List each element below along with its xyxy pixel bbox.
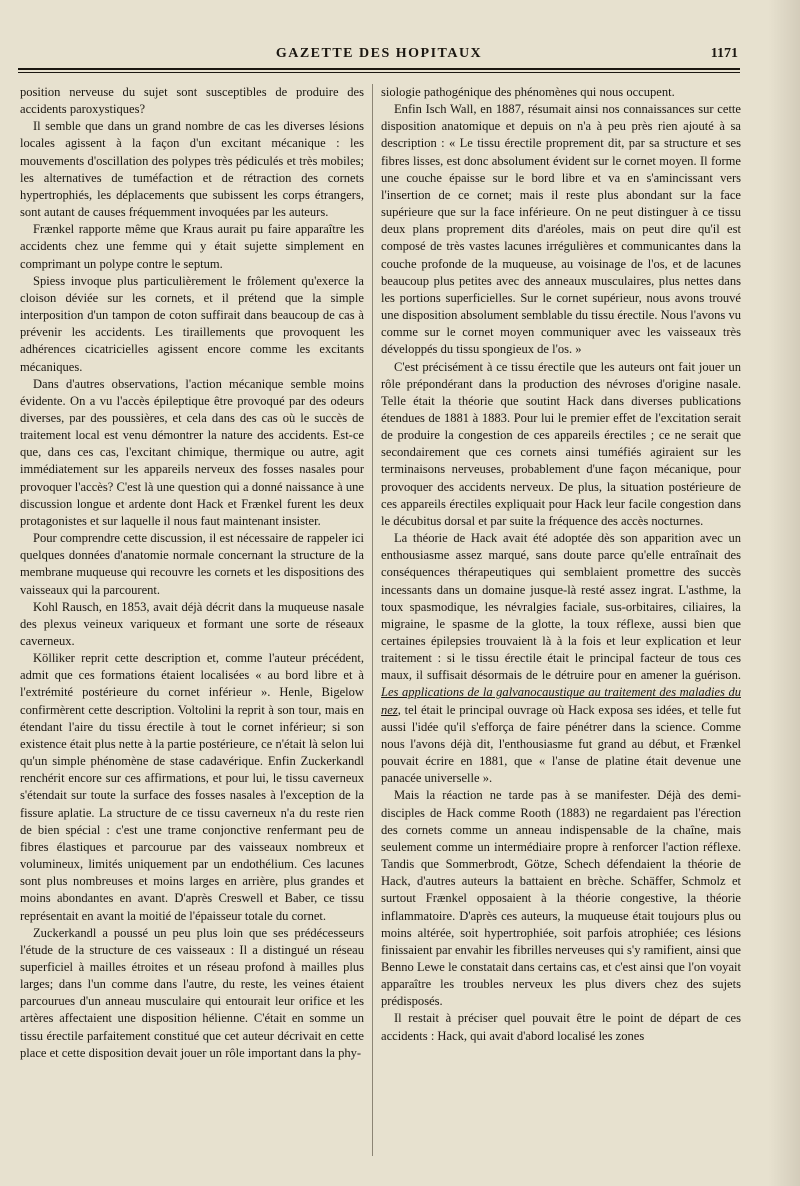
paragraph: siologie pathogénique des phénomènes qui nous occupent. (381, 85, 675, 99)
paragraph: Kohl Rausch, en 1853, avait déjà décrit dans la muqueuse nasale des plexus veineux variqueux et formant une sorte de réseaux caverneux. (20, 599, 364, 648)
paragraph: Spiess invoque plus particulièrement le frôlement qu'exerce la cloison déviée sur les cornets, et il prétend que la simple interposition d'un tampon de coton suffirait dans beaucoup de cas à prévenir les accidents. Les tiraillements que provoquent les adhérences cicatricielles agissent encore comme les excitants mécaniques. (20, 273, 364, 374)
paragraph: position nerveuse du sujet sont susceptibles de produire des accidents paroxystiques? (20, 85, 364, 117)
page-edge-shadow (768, 0, 800, 1186)
paragraph: Enfin Isch Wall, en 1887, résumait ainsi nos connaissances sur cette disposition anatomique et depuis on n'a à peu près rien ajouté à sa description : « Le tissu érectile proprement dit, par sa structure et ses fibres lisses, est donc absolument évident sur le cornet moyen. Il forme une couche épaisse sur le bord libre et va en s'amincissant vers l'insertion de ce cornet; mais il reste plus abondant sur la face supérieure que sur la face inférieure. On ne peut distinguer à ce tissu deux plans proprement dits d'aréoles, mais on peut dire qu'il est composé de très vastes lacunes irrégulières et communicantes dans la couche profonde de la muqueuse, au voisinage de l'os, et de lacunes beaucoup plus petites avec des anneaux musculaires, plus nettes dans les portions superficielles. Sur le cornet supérieur, nous avons trouvé une disposition absolument semblable du tissu érectile. Nous l'avons vu comme sur le cornet moyen communiquer avec les vaisseaux très développés du tissu spongieux de l'os. » (381, 102, 741, 357)
header-rule-thin (18, 72, 740, 73)
paragraph: Il semble que dans un grand nombre de cas les diverses lésions locales agissent à la façon d'un excitant mécanique : les mouvements d'oscillation des polypes très pédiculés et très mobiles; les alternatives de tuméfaction et de rétraction des cornets hypertrophiés, les déplacements que subissent les corps étrangers, sont autant de causes fréquemment invoquées par les auteurs. (20, 119, 364, 220)
paragraph-text: , tel était le principal ouvrage où Hack exposa ses idées, et telle fut aussi l'idée qu'il s'efforça de faire pénétrer dans la science. Comme nous l'avons déjà dit, l'enthousiasme fut grand au début, et Frænkel pouvait écrire en 1881, que « l'anse de platine était devenue une panacée universelle ». (381, 702, 741, 786)
book-title-italic: Les applications de la galvanocaustique au traitement des maladies du nez (381, 685, 741, 717)
paragraph: Frænkel rapporte même que Kraus aurait pu faire apparaître les accidents chez une femme qui y était sujette simplement en comprimant un polype contre le septum. (20, 222, 364, 271)
paragraph: Kölliker reprit cette description et, comme l'auteur précédent, admit que ces formations étaient localisées « au bord libre et à l'extrémité postérieure du cornet inférieur ». Henle, Bigelow confirmèrent cette description. Voltolini la reprit à son tour, mais en étendant l'aire du tissu érectile à tout le cornet inférieur; si son existence était plus nette à la partie postérieure, ce n'était là selon lui qu'un simple phénomène de stase cadavérique. Enfin Zuckerkandl renchérit encore sur ces affirmations, et pour lui, le tissu caverneux s'étendait sur toute la surface des fosses nasales à l'exception de la fissure aplatie. La structure de ce tissu caverneux n'a du reste rien de bien spécial : c'est une trame conjonctive renfermant peu de fibres élastiques et parcourue par des vaisseaux nombreux et volumineux, limités uniquement par un endothélium. Ces lacunes sont plus nombreuses et moins larges en arrière, plus grandes et moins abondantes en avant. D'après Creswell et Baber, ce tissu représentait en avant la moitié de l'épaisseur totale du cornet. (20, 651, 364, 923)
paragraph: Dans d'autres observations, l'action mécanique semble moins évidente. On a vu l'accès épileptique être provoqué par des odeurs diverses, par des poussières, et cela dans des cas où le succès de traitement local est venu démontrer la nature des accidents. Est-ce que, dans ces cas, l'excitant chimique, thermique ou autre, agit immédiatement sur les appareils nerveux des fosses nasales pour provoquer l'accès? C'est là une question qui a donné naissance à une discussion longue et ardente dont Hack et Frænkel furent les deux protagonistes et sur laquelle il nous faut maintenant insister. (20, 376, 364, 528)
paragraph: Mais la réaction ne tarde pas à se manifester. Déjà des demi-disciples de Hack comme Rooth (1883) ne regardaient pas l'érection des cornets comme un anneau indispensable de la chaîne, mais seulement comme un intermédiaire propre à renforcer l'action réflexe. Tandis que Sommerbrodt, Götze, Schech défendaient la théorie de Hack, d'autres auteurs la battaient en brèche. Schäffer, Schmolz et surtout Frænkel opposaient à la théorie congestive, la théorie inflammatoire. D'après ces auteurs, la muqueuse était toujours plus ou moins altérée, soit hypertrophiée, soit parfois atrophiée; ces lésions finissaient par envahir les fibrilles nerveuses qui s'y ramifient, ainsi que Benno Lewe le constatait dans certains cas, et c'est ainsi que l'on voyait apparaître les troubles nerveux les plus divers chez des sujets prédisposés. (381, 788, 741, 1009)
paragraph: C'est précisément à ce tissu érectile que les auteurs ont fait jouer un rôle prépondérant dans la production des névroses d'origine nasale. Telle était la théorie que soutint Hack dans diverses publications étendues de 1881 à 1883. Pour lui le premier effet de l'excitation serait de produire la congestion de ces appareils érectiles ; ce ne serait que secondairement que ces cornets ainsi tuméfiés agiraient sur les terminaisons nerveuses, probablement d'une façon mécanique, pour provoquer des accidents nerveux. De plus, la situation postérieure de ces appareils érectiles expliquait pour Hack leur facile congestion dans le décubitus dorsal et par suite la fréquence des accès nocturnes. (381, 359, 741, 528)
paragraph (381, 530, 741, 787)
right-column (381, 84, 741, 1166)
header-rule (18, 68, 740, 70)
paragraph: Pour comprendre cette discussion, il est nécessaire de rappeler ici quelques données d'anatomie normale concernant la structure de la membrane muqueuse qui recouvre les cornets et les dispositions des vaisseaux qui la parcourent. (20, 531, 364, 597)
paragraph-text: La théorie de Hack avait été adoptée dès son apparition avec un enthousiasme assez marqué, sans doute parce qu'elle entraînait des conséquences thérapeutiques qui semblaient promettre des succès incessants dans un domaine jusque-là resté assez ingrat. L'asthme, la toux spasmodique, les névralgies faciale, sus-orbitaires, ciliaires, la migraine, le spasme de la glotte, la toux réflexe, aussi bien que certaines épilepsies trouvaient là à la fois et leur explication et leur traitement : si le tissu érectile était le principal facteur de tous ces maux, il suffisait désormais de le détruire pour en amener la guérison. (381, 531, 741, 683)
column-divider (372, 84, 373, 1156)
page-number: 1171 (710, 46, 738, 61)
paragraph: Il restait à préciser quel pouvait être le point de départ de ces accidents : Hack, qui avait d'abord localisé les zones (381, 1011, 741, 1043)
paragraph: Zuckerkandl a poussé un peu plus loin que ses prédécesseurs l'étude de la structure de ces vaisseaux : Il a distingué un réseau superficiel à mailles étroites et un réseau profond à mailles plus larges; dans l'un comme dans l'autre, du reste, les veines étaient parcourues d'un anneau musculaire qui entourait leur orifice et les artères affectaient une disposition hélienne. C'était en somme un tissu érectile parfaitement constitué que cet auteur décrivait en cette place et cette disposition devait jouer un rôle important dans la phy- (20, 925, 364, 1060)
left-column (20, 84, 364, 1166)
journal-title: GAZETTE DES HOPITAUX (275, 46, 483, 61)
running-header (18, 44, 740, 66)
